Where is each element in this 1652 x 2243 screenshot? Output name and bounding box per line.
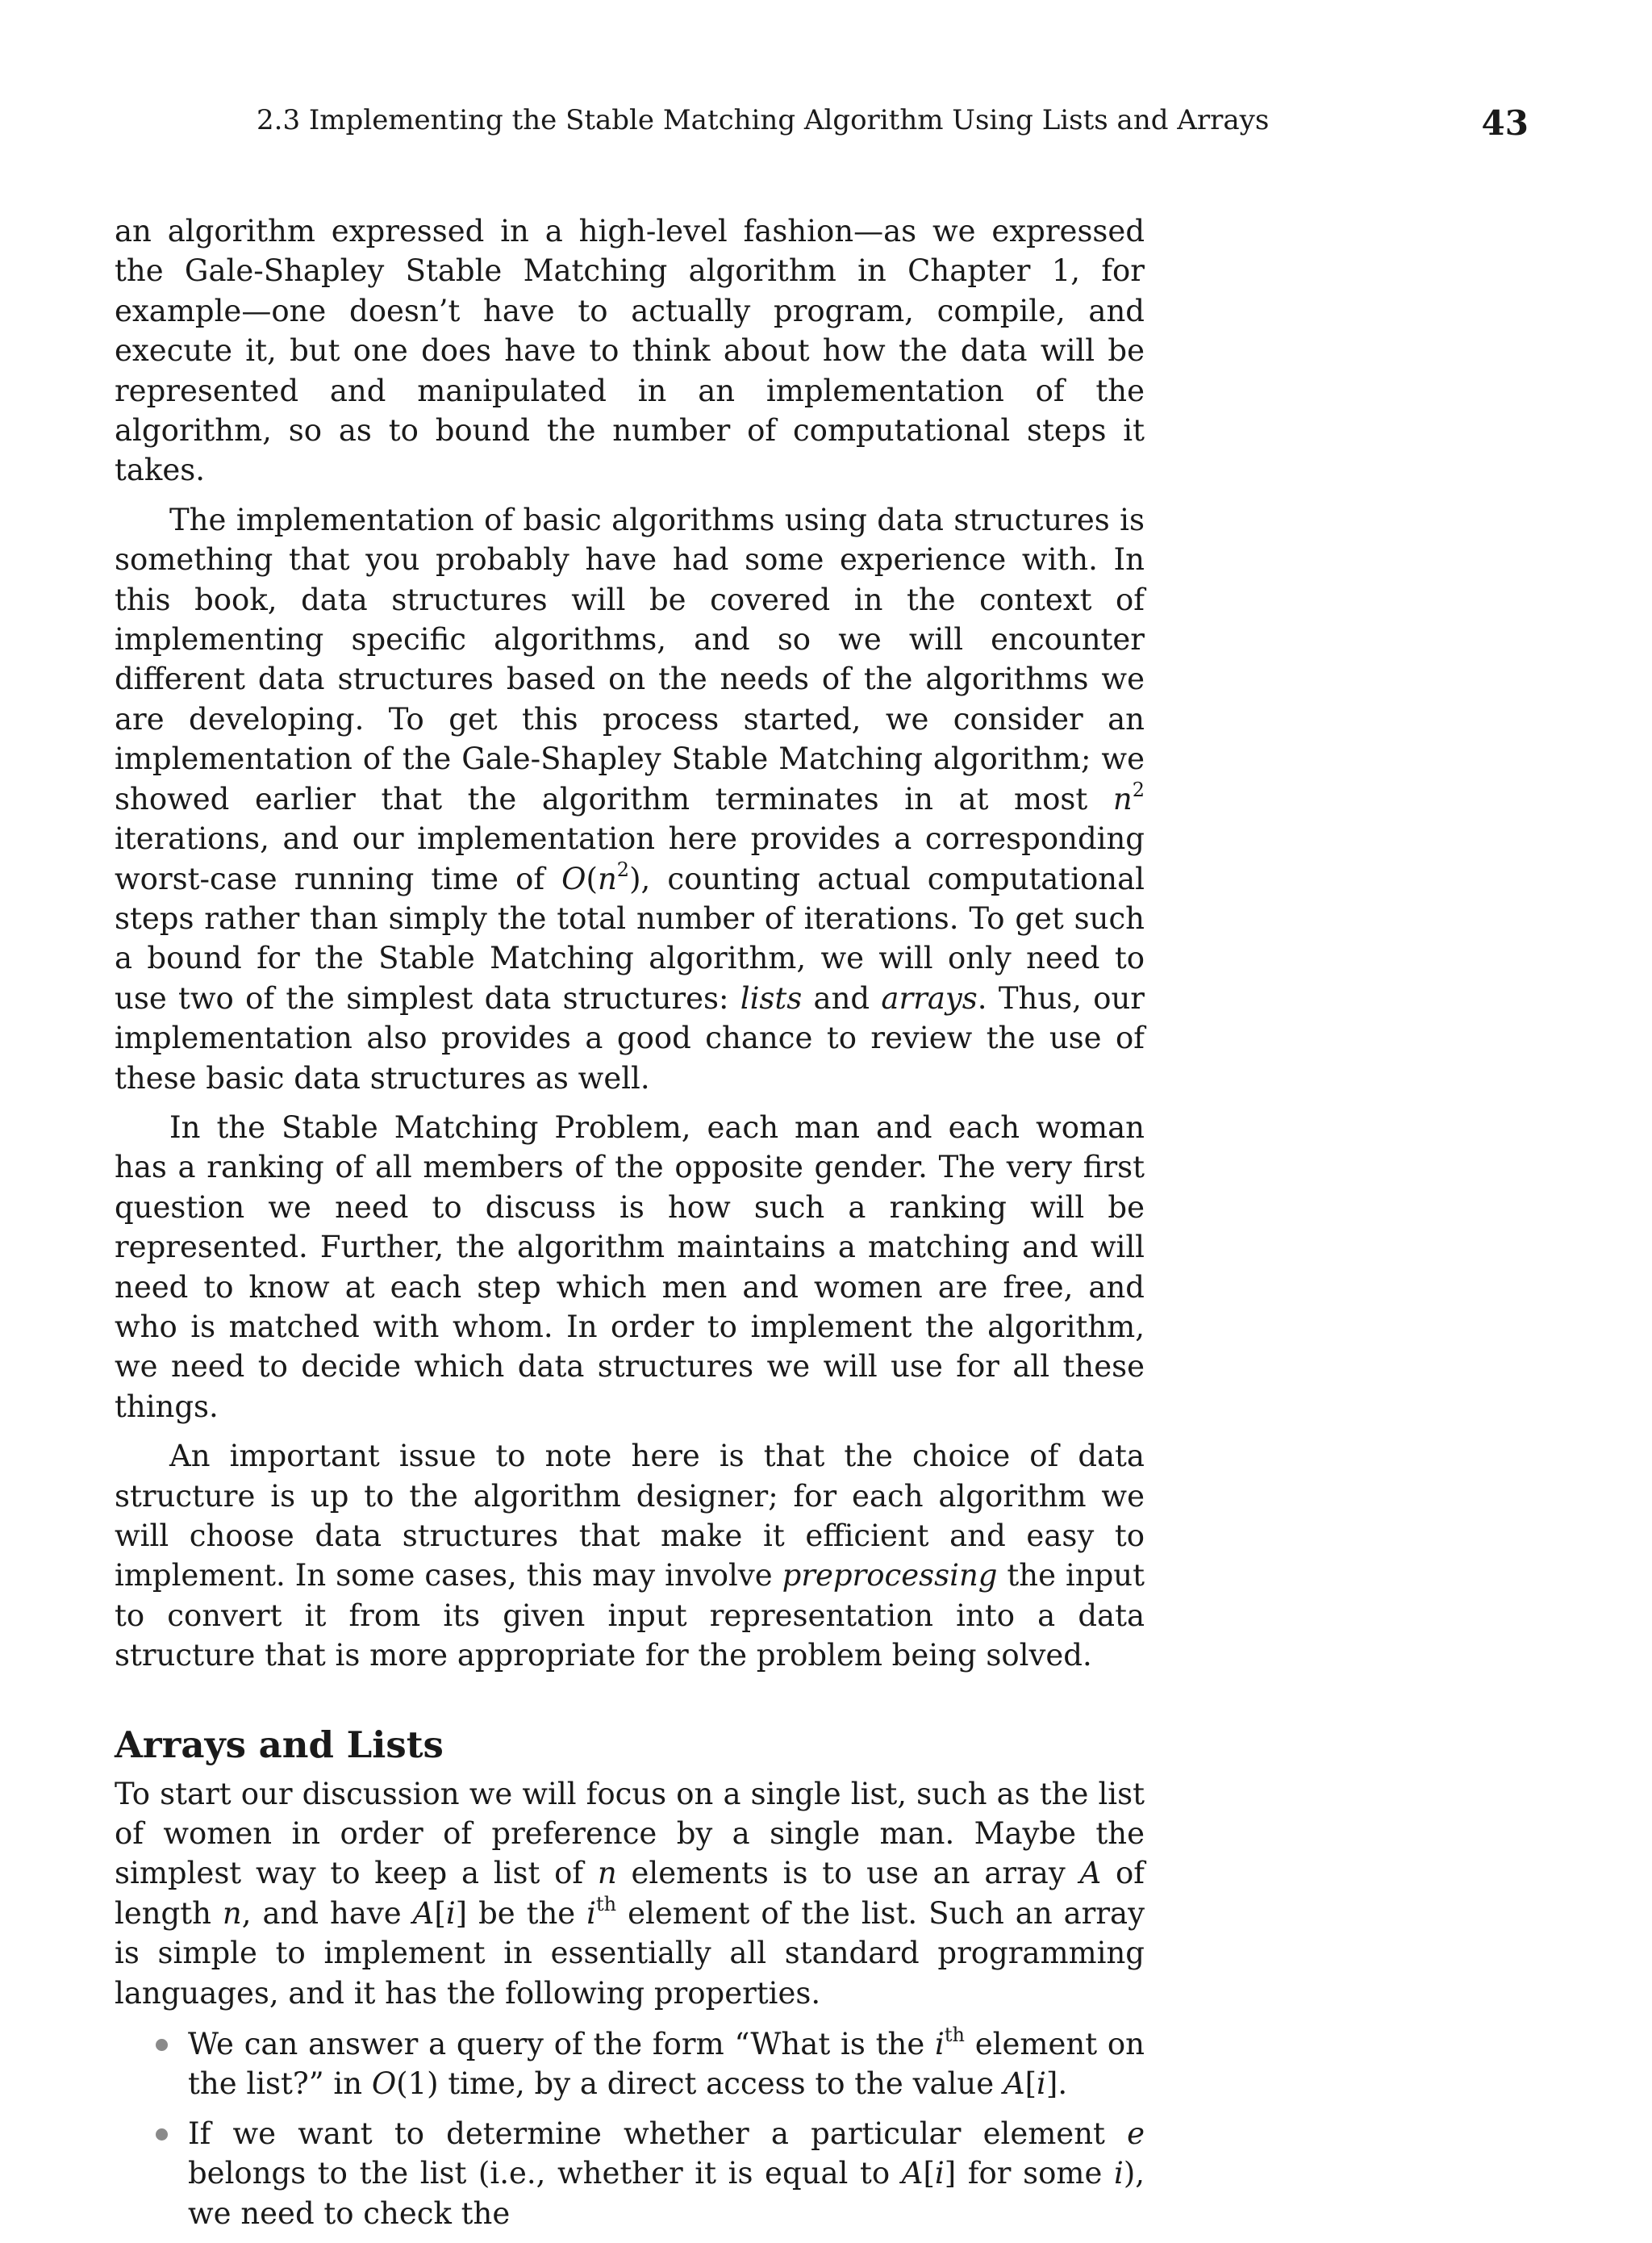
math-var: A xyxy=(1079,1856,1102,1891)
text-run: . Thus, our implementation also provides a good chance to review the use of these basic data structures as well. xyxy=(115,980,1145,1096)
math-bracket: [ xyxy=(923,2156,935,2191)
text-run: and xyxy=(802,980,882,1016)
running-head: 2.3 Implementing the Stable Matching Algorithm Using Lists and Arrays xyxy=(257,104,1270,136)
math-var: e xyxy=(1127,2116,1145,2151)
emphasis-arrays: arrays xyxy=(881,980,978,1016)
text-run: , and have xyxy=(241,1895,413,1931)
math-bracket: [ xyxy=(1024,2066,1037,2102)
math-var: i xyxy=(935,2027,945,2062)
math-paren: ( xyxy=(586,861,598,896)
text-run: belongs to the list (i.e., whether it is equal to xyxy=(188,2156,902,2191)
math-superscript: th xyxy=(944,2024,965,2047)
paragraph-design-choice xyxy=(115,1436,1145,1675)
emphasis-preprocessing: preprocessing xyxy=(782,1558,998,1593)
math-var: i xyxy=(1037,2066,1046,2102)
text-run: elements is to use an array xyxy=(616,1856,1080,1891)
body-text xyxy=(115,211,1145,2243)
text-run: the input to convert it from its given input representation into a data structure that is more appropriate for the problem being solved. xyxy=(115,1558,1145,1673)
emphasis-lists: lists xyxy=(740,980,803,1016)
text-run: We can answer a query of the form “What is the xyxy=(188,2027,936,2062)
text-run: element on the list?” in xyxy=(188,2027,1145,2102)
paragraph-ranking: In the Stable Matching Problem, each man and each woman has a ranking of all members of the opposite gender. The very first question we need to discuss is how such a ranking will be represented. Further, the algorithm maintains a matching and will need to know at each step which men and women are free, and who is matched with whom. In order to implement the algorithm, we need to decide which data structures we will use for all these things. xyxy=(115,1109,1145,1424)
page-number: 43 xyxy=(1481,103,1529,143)
math-paren: (1) xyxy=(396,2066,439,2102)
math-var: n xyxy=(222,1895,242,1931)
math-var: O xyxy=(371,2066,397,2102)
text-run: time, by a direct access to the value xyxy=(438,2066,1003,2102)
math-bracket: [ xyxy=(434,1895,446,1931)
properties-list xyxy=(115,2024,1145,2233)
text-run: The implementation of basic algorithms using data structures is something that you probably have had some experience with. In this book, data structures will be covered in the context of implementing specific algorithms, and so we will encounter different data structures based on the needs of the algorithms we are developing. To get this process started, we consider an implementation of the Gale-Shapley Stable Matching algorithm; we showed earlier that the algorithm terminates in at most xyxy=(115,502,1145,817)
math-var: A xyxy=(901,2156,924,2191)
paragraph-continued: an algorithm expressed in a high-level fashion—as we expressed the Gale-Shapley Stable Matching algorithm in Chapter 1, for example—one doesn’t have to actually program, compile, and execute it, but one does have to think about how the data will be represented and manipulated in an implementation of the algorithm, so as to bound the number of computational steps it takes. xyxy=(115,214,1145,488)
math-bracket: ] xyxy=(455,1895,468,1931)
text-run: . xyxy=(1058,2066,1068,2102)
text-run: An important issue to note here is that the choice of data structure is up to the algorithm designer; for each algorithm we will choose data structures that make it efficient and easy to implement. In some cases, this may involve xyxy=(115,1439,1145,1593)
text-run: iterations, and our implementation here provides a corresponding worst-case running time of xyxy=(115,821,1145,896)
section-heading: Arrays and Lists xyxy=(115,1723,444,1766)
text-run: ), we need to check the xyxy=(188,2156,1145,2231)
text-run: To start our discussion we will focus on a single list, such as the list of women in order of preference by a single man. Maybe the simplest way to keep a list of xyxy=(115,1776,1145,1891)
math-var: O xyxy=(561,861,586,896)
math-var: A xyxy=(1003,2066,1025,2102)
math-var: i xyxy=(934,2156,945,2191)
math-var: A xyxy=(412,1895,435,1931)
text-run: element of the list. Such an array is simple to implement in essentially all standard programming languages, and it has the following properties. xyxy=(115,1895,1145,2011)
text-run: be the xyxy=(467,1895,587,1931)
paragraph-arrays-intro xyxy=(115,1774,1145,2013)
math-var: n xyxy=(597,1856,617,1891)
math-superscript: 2 xyxy=(616,858,630,881)
list-item xyxy=(115,2024,1145,2104)
math-var: i xyxy=(445,1895,456,1931)
math-superscript: 2 xyxy=(1132,778,1145,801)
math-var: i xyxy=(1113,2156,1124,2191)
text-run: If we want to determine whether a particular element xyxy=(188,2116,1128,2151)
math-var: n xyxy=(597,861,617,896)
math-var: i xyxy=(586,1895,597,1931)
text-run: , counting actual computational steps rather than simply the total number of iterations. To get such a bound for the Stable Matching algorithm, we will only need to use two of the simplest data structures: xyxy=(115,861,1145,1016)
text-run: for some xyxy=(956,2156,1114,2191)
math-var: n xyxy=(1112,781,1133,817)
bullet-icon xyxy=(156,2128,168,2141)
list-item xyxy=(115,2114,1145,2233)
paragraph-implementation xyxy=(115,500,1145,1098)
math-bracket: ] xyxy=(1045,2066,1058,2102)
math-superscript: th xyxy=(596,1892,617,1915)
bullet-icon xyxy=(156,2039,168,2051)
math-bracket: ] xyxy=(944,2156,957,2191)
text-run: of length xyxy=(115,1856,1145,1931)
math-paren: ) xyxy=(629,861,641,896)
